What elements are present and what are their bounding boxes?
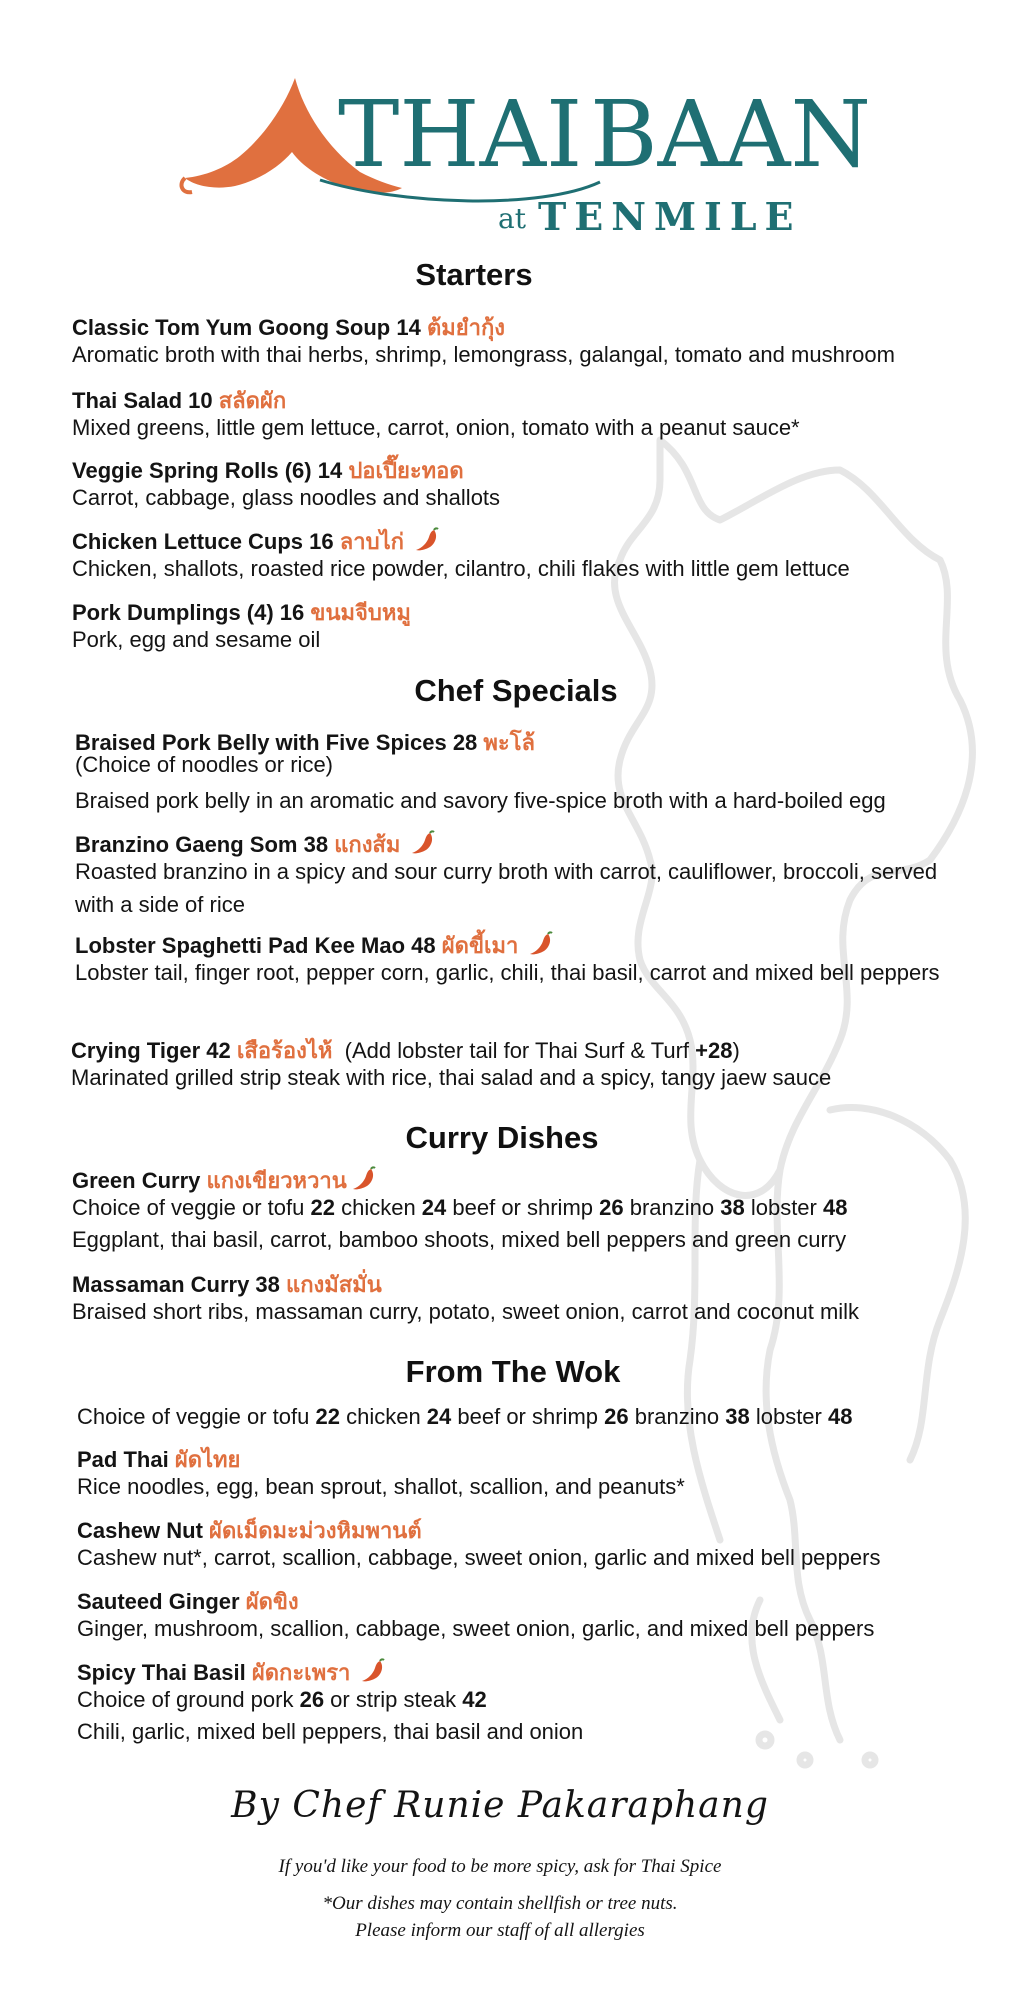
menu-item-desc: Chicken, shallots, roasted rice powder, cilantro, chili flakes with little gem lettuce [72,556,850,581]
menu-item-choice: Choice of ground pork 26 or strip steak 42 [77,1687,487,1712]
menu-item-name: Green Curry แกงเขียวหวาน [72,1163,377,1198]
section-title-starters: Starters [415,257,533,292]
brand-name-right: BAAN [590,81,871,188]
menu-item-desc: Rice noodles, egg, bean sprout, shallot, scallion, and peanuts* [77,1474,685,1499]
menu-item-name: Branzino Gaeng Som 38 แกงส้ม [75,827,436,862]
allergy-note: Please inform our staff of all allergies [355,1920,645,1941]
menu-item-desc: Chili, garlic, mixed bell peppers, thai basil and onion [77,1719,584,1744]
menu-item-desc: Lobster tail, finger root, pepper corn, garlic, chili, thai basil, carrot and mixed bell peppers [75,960,940,985]
menu-item-name: Thai Salad 10 สลัดผัก [72,388,287,413]
menu-item-name: Crying Tiger 42 เสือร้องไห้ (Add lobster tail for Thai Surf & Turf +28) [71,1038,740,1063]
menu-item-name: Veggie Spring Rolls (6) 14 ปอเปี๊ยะทอด [72,458,464,483]
menu-item-desc: Pork, egg and sesame oil [72,627,321,652]
menu-item-name: Sauteed Ginger ผัดขิง [77,1589,299,1614]
menu-item-desc: Mixed greens, little gem lettuce, carrot, onion, tomato with a peanut sauce* [72,415,800,440]
menu-item-desc: Aromatic broth with thai herbs, shrimp, lemongrass, galangal, tomato and mushroom [72,342,895,367]
menu-item-desc: Carrot, cabbage, glass noodles and shallots [72,485,501,510]
section-title-wok: From The Wok [405,1354,621,1389]
menu-item-desc: Eggplant, thai basil, carrot, bamboo shoots, mixed bell peppers and green curry [72,1227,847,1252]
menu-item-name: Braised Pork Belly with Five Spices 28 พะโล้ [75,730,536,755]
menu-item-desc: Cashew nut*, carrot, scallion, cabbage, sweet onion, garlic and mixed bell peppers [77,1545,881,1570]
brand-sub-place: TENMILE [538,194,802,239]
chili-pepper-icon [528,931,554,957]
section-title-curry: Curry Dishes [405,1120,599,1155]
logo [180,60,871,240]
chef-signature: By Chef Runie Pakaraphang [231,1785,769,1826]
allergy-note: *Our dishes may contain shellfish or tree nuts. [322,1893,678,1914]
menu-item-desc: Braised short ribs, massaman curry, potato, sweet onion, carrot and coconut milk [72,1299,860,1324]
menu-item-desc: Braised pork belly in an aromatic and savory five-spice broth with a hard-boiled egg [75,788,886,813]
section-title-specials: Chef Specials [414,673,618,708]
spice-note: If you'd like your food to be more spicy, ask for Thai Spice [278,1856,722,1877]
chili-pepper-icon [410,830,436,856]
menu-item-name: Pad Thai ผัดไทย [77,1447,241,1472]
menu-item-desc: Ginger, mushroom, scallion, cabbage, sweet onion, garlic, and mixed bell peppers [77,1616,875,1641]
menu-item-name: Spicy Thai Basil ผัดกะเพรา [77,1655,386,1690]
menu-item-note: (Choice of noodles or rice) [75,752,334,777]
menu-item-desc: Roasted branzino in a spicy and sour curry broth with carrot, cauliflower, broccoli, served with a side of rice [75,859,938,917]
menu-item-choice: Choice of veggie or tofu 22 chicken 24 beef or shrimp 26 branzino 38 lobster 48 [77,1404,853,1429]
menu-item-name: Lobster Spaghetti Pad Kee Mao 48 ผัดขี้เมา [75,928,554,963]
chili-pepper-icon [351,1166,377,1192]
menu-item-name: Classic Tom Yum Goong Soup 14 ต้มยำกุ้ง [72,315,506,340]
menu-item-name: Pork Dumplings (4) 16 ขนมจีบหมู [72,600,411,625]
brand-sub-at: at [498,202,526,235]
brand-name-left: THAI [338,81,583,188]
chili-pepper-icon [360,1658,386,1684]
menu-item-name: Massaman Curry 38 แกงมัสมั่น [72,1272,382,1297]
menu-item-choice: Choice of veggie or tofu 22 chicken 24 beef or shrimp 26 branzino 38 lobster 48 [72,1195,848,1220]
chili-pepper-icon [414,527,440,553]
menu-item-name: Cashew Nut ผัดเม็ดมะม่วงหิมพานต์ [77,1518,422,1543]
menu-item-desc: Marinated grilled strip steak with rice, thai salad and a spicy, tangy jaew sauce [71,1065,832,1090]
menu-item-name: Chicken Lettuce Cups 16 ลาบไก่ [72,524,440,559]
